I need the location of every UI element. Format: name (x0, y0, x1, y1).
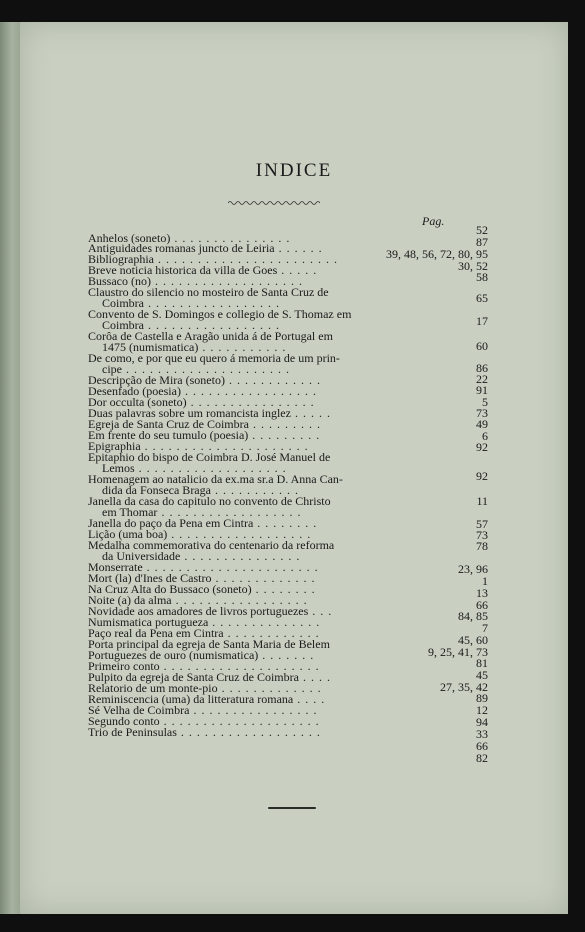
dot-leader: . . . . . . . . . (248, 428, 321, 442)
dot-leader: . . . . . . . . . . . . . (211, 571, 316, 585)
entry-text: Egreja de Santa Cruz de Coimbra (88, 417, 249, 431)
page-number: 12 (476, 703, 488, 717)
entry-text: Janella da casa do capitulo no convento de Christo (88, 494, 331, 508)
page-number: 91 (476, 383, 488, 397)
dot-leader: . . . . . . . . . . . . . . . . . (144, 318, 280, 332)
entry-text: cipe (102, 362, 122, 376)
entry-text: Coimbra (102, 296, 144, 310)
dot-leader: . . . . . . . . . . . . . . . . . . . (151, 274, 303, 288)
page-number: 13 (476, 586, 488, 600)
closing-rule (268, 807, 316, 809)
wavy-ornament-icon (228, 200, 320, 206)
dot-leader: . . . (308, 604, 333, 618)
dot-leader: . . . . . . . . . . . . . . . . . . . . (159, 659, 320, 673)
page-number: 39, 48, 56, 72, 80, 95 (386, 247, 488, 261)
entry-text: em Thomar (102, 505, 158, 519)
entry-text: Portuguezes de ouro (numismatica) (88, 648, 259, 662)
dot-leader: . . . . . . . . . . . . . . . . . (180, 384, 317, 398)
page-number: 6 (482, 429, 488, 443)
entry-text: Na Cruz Alta do Bussaco (soneto) (88, 582, 252, 596)
page-number: 1 (482, 574, 488, 588)
page-number: 45, 60 (458, 633, 488, 647)
entry-text: Antiguidades romanas juncto de Leiria (88, 241, 275, 255)
dot-leader: . . . . . . . . . . . . . . . . . (171, 593, 308, 607)
page-number: 17 (476, 314, 488, 328)
dot-leader: . . . . . . . . . . . . . . . . . . (157, 505, 302, 519)
entry-text: Corôa de Castella e Aragão unida á de Portugal em (88, 329, 333, 343)
page-number: 23, 96 (458, 562, 488, 576)
page-number: 73 (476, 406, 488, 420)
entry-text: Segundo conto (88, 714, 160, 728)
entry-text: Bibliographia (88, 252, 154, 266)
entry-text: Dor occulta (soneto) (88, 395, 187, 409)
dot-leader: . . . . (293, 692, 326, 706)
entry-text: Janella do paço da Pena em Cintra (88, 516, 254, 530)
page-number: 60 (476, 339, 488, 353)
page-number: 66 (476, 739, 488, 753)
dot-leader: . . . . . . . . . . . . . . . . . . . (134, 461, 287, 475)
entry-text: Epigraphia (88, 439, 141, 453)
dot-leader: . . . . . . . (258, 648, 315, 662)
page-number: 30, 52 (458, 259, 488, 273)
book-page (20, 22, 568, 914)
page-number: 84, 85 (458, 609, 488, 623)
book-spine-edge (0, 22, 20, 914)
page-number: 66 (476, 598, 488, 612)
entry-text: Lição (uma boa) (88, 527, 168, 541)
page-title: INDICE (255, 160, 333, 181)
entry-text: Trio de Peninsulas (88, 725, 177, 739)
dot-leader: . . . . . . (274, 241, 323, 255)
entry-text: Em frente do seu tumulo (poesia) (88, 428, 249, 442)
page-column-header: Pag. (422, 214, 445, 228)
page-number: 81 (476, 656, 488, 670)
dot-leader: . . . . . . . . . . . . (224, 373, 321, 387)
page-number: 5 (482, 395, 488, 409)
dot-leader: . . . . . . . . . . . (210, 483, 299, 497)
page-number: 7 (482, 621, 488, 635)
entry-text: Monserrate (88, 560, 143, 574)
dot-leader: . . . . . . . . . . . . . . . . . . . . (159, 714, 320, 728)
page-number: 49 (476, 417, 488, 431)
page-number: 57 (476, 517, 488, 531)
page-number: 11 (476, 494, 488, 508)
page-number: 73 (476, 528, 488, 542)
dot-leader: . . . . . . . . . . . . . . . . . . (176, 725, 321, 739)
page-number: 27, 35, 42 (440, 680, 488, 694)
entry-text: Lemos (102, 461, 135, 475)
dot-leader: . . . . . . . . . . . . . . . . . (144, 296, 280, 310)
page-number: 89 (476, 691, 488, 705)
dot-leader: . . . . . (277, 263, 318, 277)
entry-text: Epitaphio do bispo de Coimbra D. José Manuel de (88, 450, 331, 464)
page-number: 58 (476, 270, 488, 284)
entry-text: Reminiscencia (uma) da litteratura romana (88, 692, 294, 706)
entry-text: Convento de S. Domingos e collegio de S. Thomaz em (88, 307, 352, 321)
page-number: 52 (476, 223, 488, 237)
dot-leader: . . . . . (290, 406, 331, 420)
entry-text: Sé Velha de Coimbra (88, 703, 190, 717)
entry-text: Primeiro conto (88, 659, 160, 673)
dot-leader: . . . . . . . . . . . . . . (208, 615, 321, 629)
entry-text: Pulpito da egreja de Santa Cruz de Coimbra (88, 670, 299, 684)
entry-text: Homenagem ao natalicio da ex.ma sr.a D. Anna Can- (88, 472, 343, 486)
dot-leader: . . . . . . . . . . . . (223, 626, 320, 640)
entry-text: dida da Fonseca Braga (102, 483, 211, 497)
entry-text: Descripção de Mira (soneto) (88, 373, 225, 387)
dot-leader: . . . . . . . . . . . . . . . . . . (167, 527, 312, 541)
entry-text: Claustro do silencio no mosteiro de Santa Cruz de (88, 285, 329, 299)
page-number: 65 (476, 291, 488, 305)
entry-text: Bussaco (no) (88, 274, 151, 288)
entry-text: Relatorio de um monte-pio (88, 681, 218, 695)
dot-leader: . . . . . . . . (253, 516, 318, 530)
page-number: 92 (476, 440, 488, 454)
dot-leader: . . . . . . . . . . . . . . . . . . . . . . (142, 560, 319, 574)
entry-text: 1475 (numismatica) (102, 340, 199, 354)
dot-leader: . . . . . . . . . . . . . . . . . . . . . (140, 439, 309, 453)
entry-text: Noite (a) da alma (88, 593, 172, 607)
page-number: 9, 25, 41, 73 (428, 645, 488, 659)
page-number: 92 (476, 469, 488, 483)
entry-text: Breve noticia historica da villa de Goes (88, 263, 278, 277)
entry-text: da Universidade (102, 549, 181, 563)
entry-text: Coimbra (102, 318, 144, 332)
page-number: 94 (476, 715, 488, 729)
dot-leader: . . . . . . . . . . . . . . . . . . . . . . . (154, 252, 338, 266)
entry-text: Duas palavras sobre um romancista inglez (88, 406, 291, 420)
dot-leader: . . . . . . . . (251, 582, 316, 596)
entry-text: Numismatica portugueza (88, 615, 209, 629)
entry-text: Anhelos (soneto) (88, 231, 171, 245)
dot-leader: . . . . . . . . . . . . . . . (180, 549, 301, 563)
dot-leader: . . . . (298, 670, 331, 684)
page-number: 22 (476, 372, 488, 386)
dot-leader: . . . . . . . . . (248, 417, 321, 431)
dot-leader: . . . . . . . . . . . . . (217, 681, 322, 695)
dot-leader: . . . . . . . . . . . . . . . (170, 231, 291, 245)
page-number: 33 (476, 727, 488, 741)
page-number: 86 (476, 361, 488, 375)
entry-text: Novidade aos amadores de livros portuguezes (88, 604, 309, 618)
entry-text: Mort (la) d'Ines de Castro (88, 571, 212, 585)
entry-text: De como, e por que eu quero á memoria de um prin- (88, 351, 340, 365)
index-entry (88, 726, 321, 738)
page-number: 78 (476, 539, 488, 553)
entry-text: Paço real da Pena em Cintra (88, 626, 224, 640)
page-number: 45 (476, 668, 488, 682)
dot-leader: . . . . . . . . . . . . . . . . (189, 703, 318, 717)
dot-leader: . . . . . . . . . . . . . . . . (186, 395, 315, 409)
dot-leader: . . . . . . . . . . . . . . . . . . . . . (122, 362, 290, 376)
entry-text: Porta principal da egreja de Santa Maria de Belem (88, 637, 330, 651)
page-number: 87 (476, 235, 488, 249)
entry-text: Medalha commemorativa do centenario da reforma (88, 538, 335, 552)
entry-text: Desenfado (poesia) (88, 384, 181, 398)
dot-leader: . . . . . . . . . . . (198, 340, 287, 354)
page-number: 82 (476, 751, 488, 765)
